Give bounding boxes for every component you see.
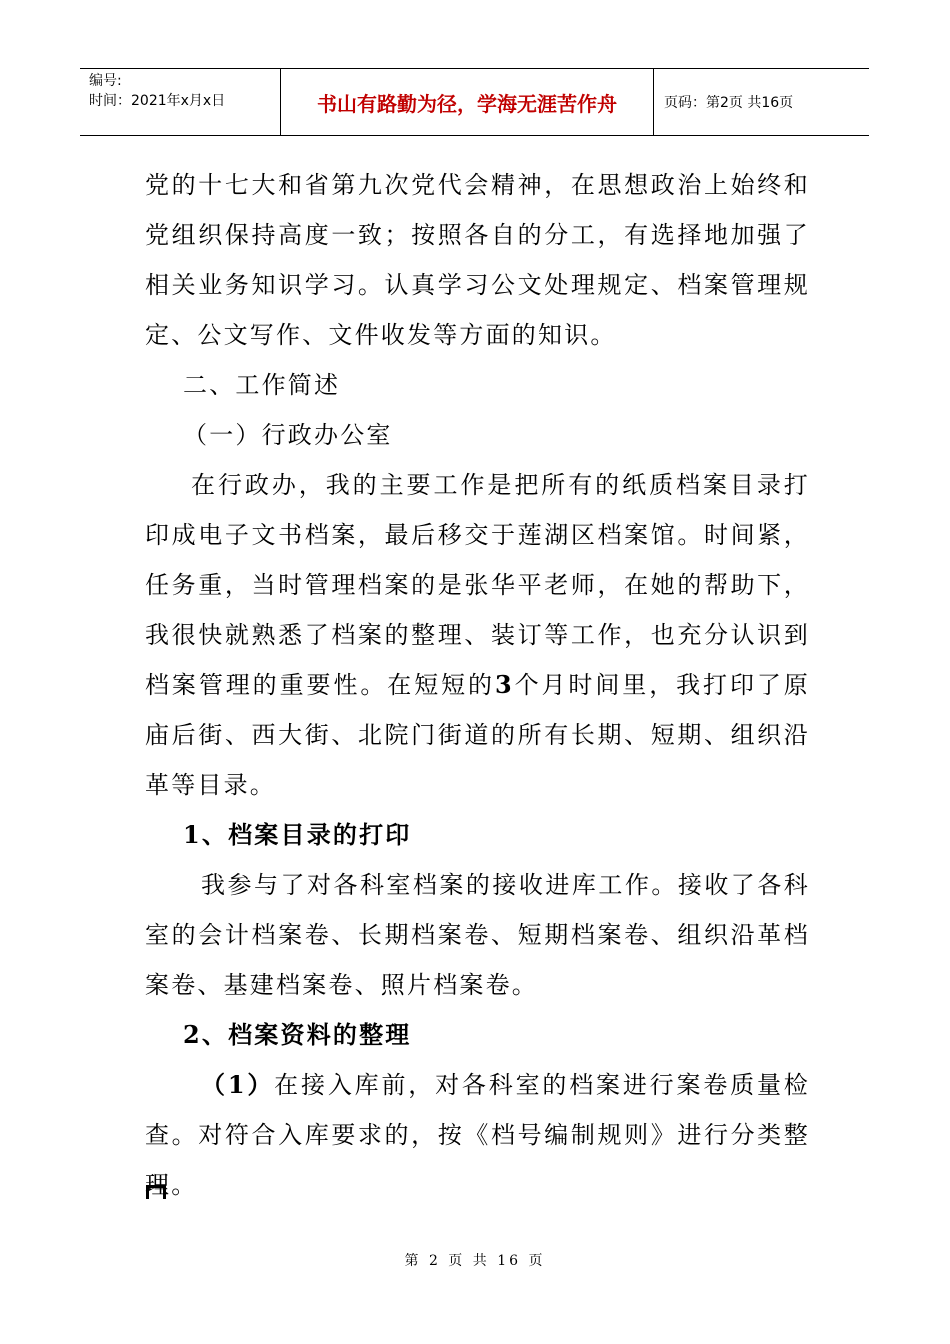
header-meta-cell xyxy=(80,69,281,135)
bracket-mark-icon xyxy=(146,1185,166,1199)
paragraph-quality-check xyxy=(145,1060,810,1210)
paragraph-admin-office-number: 3 xyxy=(494,670,514,699)
page-footer: 第 2 页 共 16 页 xyxy=(404,1253,546,1269)
paragraph-admin-office xyxy=(145,460,810,810)
header-page-info: 页码：第2页 共16页 xyxy=(664,95,794,111)
paragraph-quality-check-number: （1） xyxy=(201,1070,275,1099)
section-heading-work-summary: 二、工作简述 xyxy=(183,371,341,399)
subsection-heading-admin-office: （一）行政办公室 xyxy=(183,421,393,449)
document-date-label: 时间：2021年x月x日 xyxy=(89,93,226,109)
document-body xyxy=(145,160,810,1210)
header-motto: 书山有路勤为径，学海无涯苦作舟 xyxy=(317,91,617,116)
page-header xyxy=(80,68,869,136)
paragraph-admin-office-part2: 个月时间里，我打印了原庙后街、西大街、北院门街道的所有长期、短期、组织沿革等目录。 xyxy=(145,671,810,799)
paragraph-admin-office-part1: 在行政办，我的主要工作是把所有的纸质档案目录打印成电子文书档案，最后移交于莲湖区档案馆。时间紧，任务重，当时管理档案的是张华平老师，在她的帮助下，我很快就熟悉了档案的整理、装订等工作，也充分认识到档案管理的重要性。在短短的 xyxy=(145,471,810,699)
paragraph-quality-check-text: 在接入库前，对各科室的档案进行案卷质量检查。对符合入库要求的，按《档号编制规则》进行分类整理。 xyxy=(145,1071,810,1199)
paragraph-study: 党的十七大和省第九次党代会精神，在思想政治上始终和党组织保持高度一致；按照各自的分工，有选择地加强了相关业务知识学习。认真学习公文处理规定、档案管理规定、公文写作、文件收发等方面的知识。 xyxy=(145,171,810,349)
header-page-cell xyxy=(654,69,869,135)
item-heading-archive-sorting: 2、档案资料的整理 xyxy=(183,1020,412,1049)
header-motto-cell xyxy=(281,69,654,135)
document-number-label: 编号: xyxy=(89,73,122,89)
item-heading-catalog-printing: 1、档案目录的打印 xyxy=(183,820,412,849)
paragraph-archive-receiving: 我参与了对各科室档案的接收进库工作。接收了各科室的会计档案卷、长期档案卷、短期档案卷、组织沿革档案卷、基建档案卷、照片档案卷。 xyxy=(145,871,810,999)
